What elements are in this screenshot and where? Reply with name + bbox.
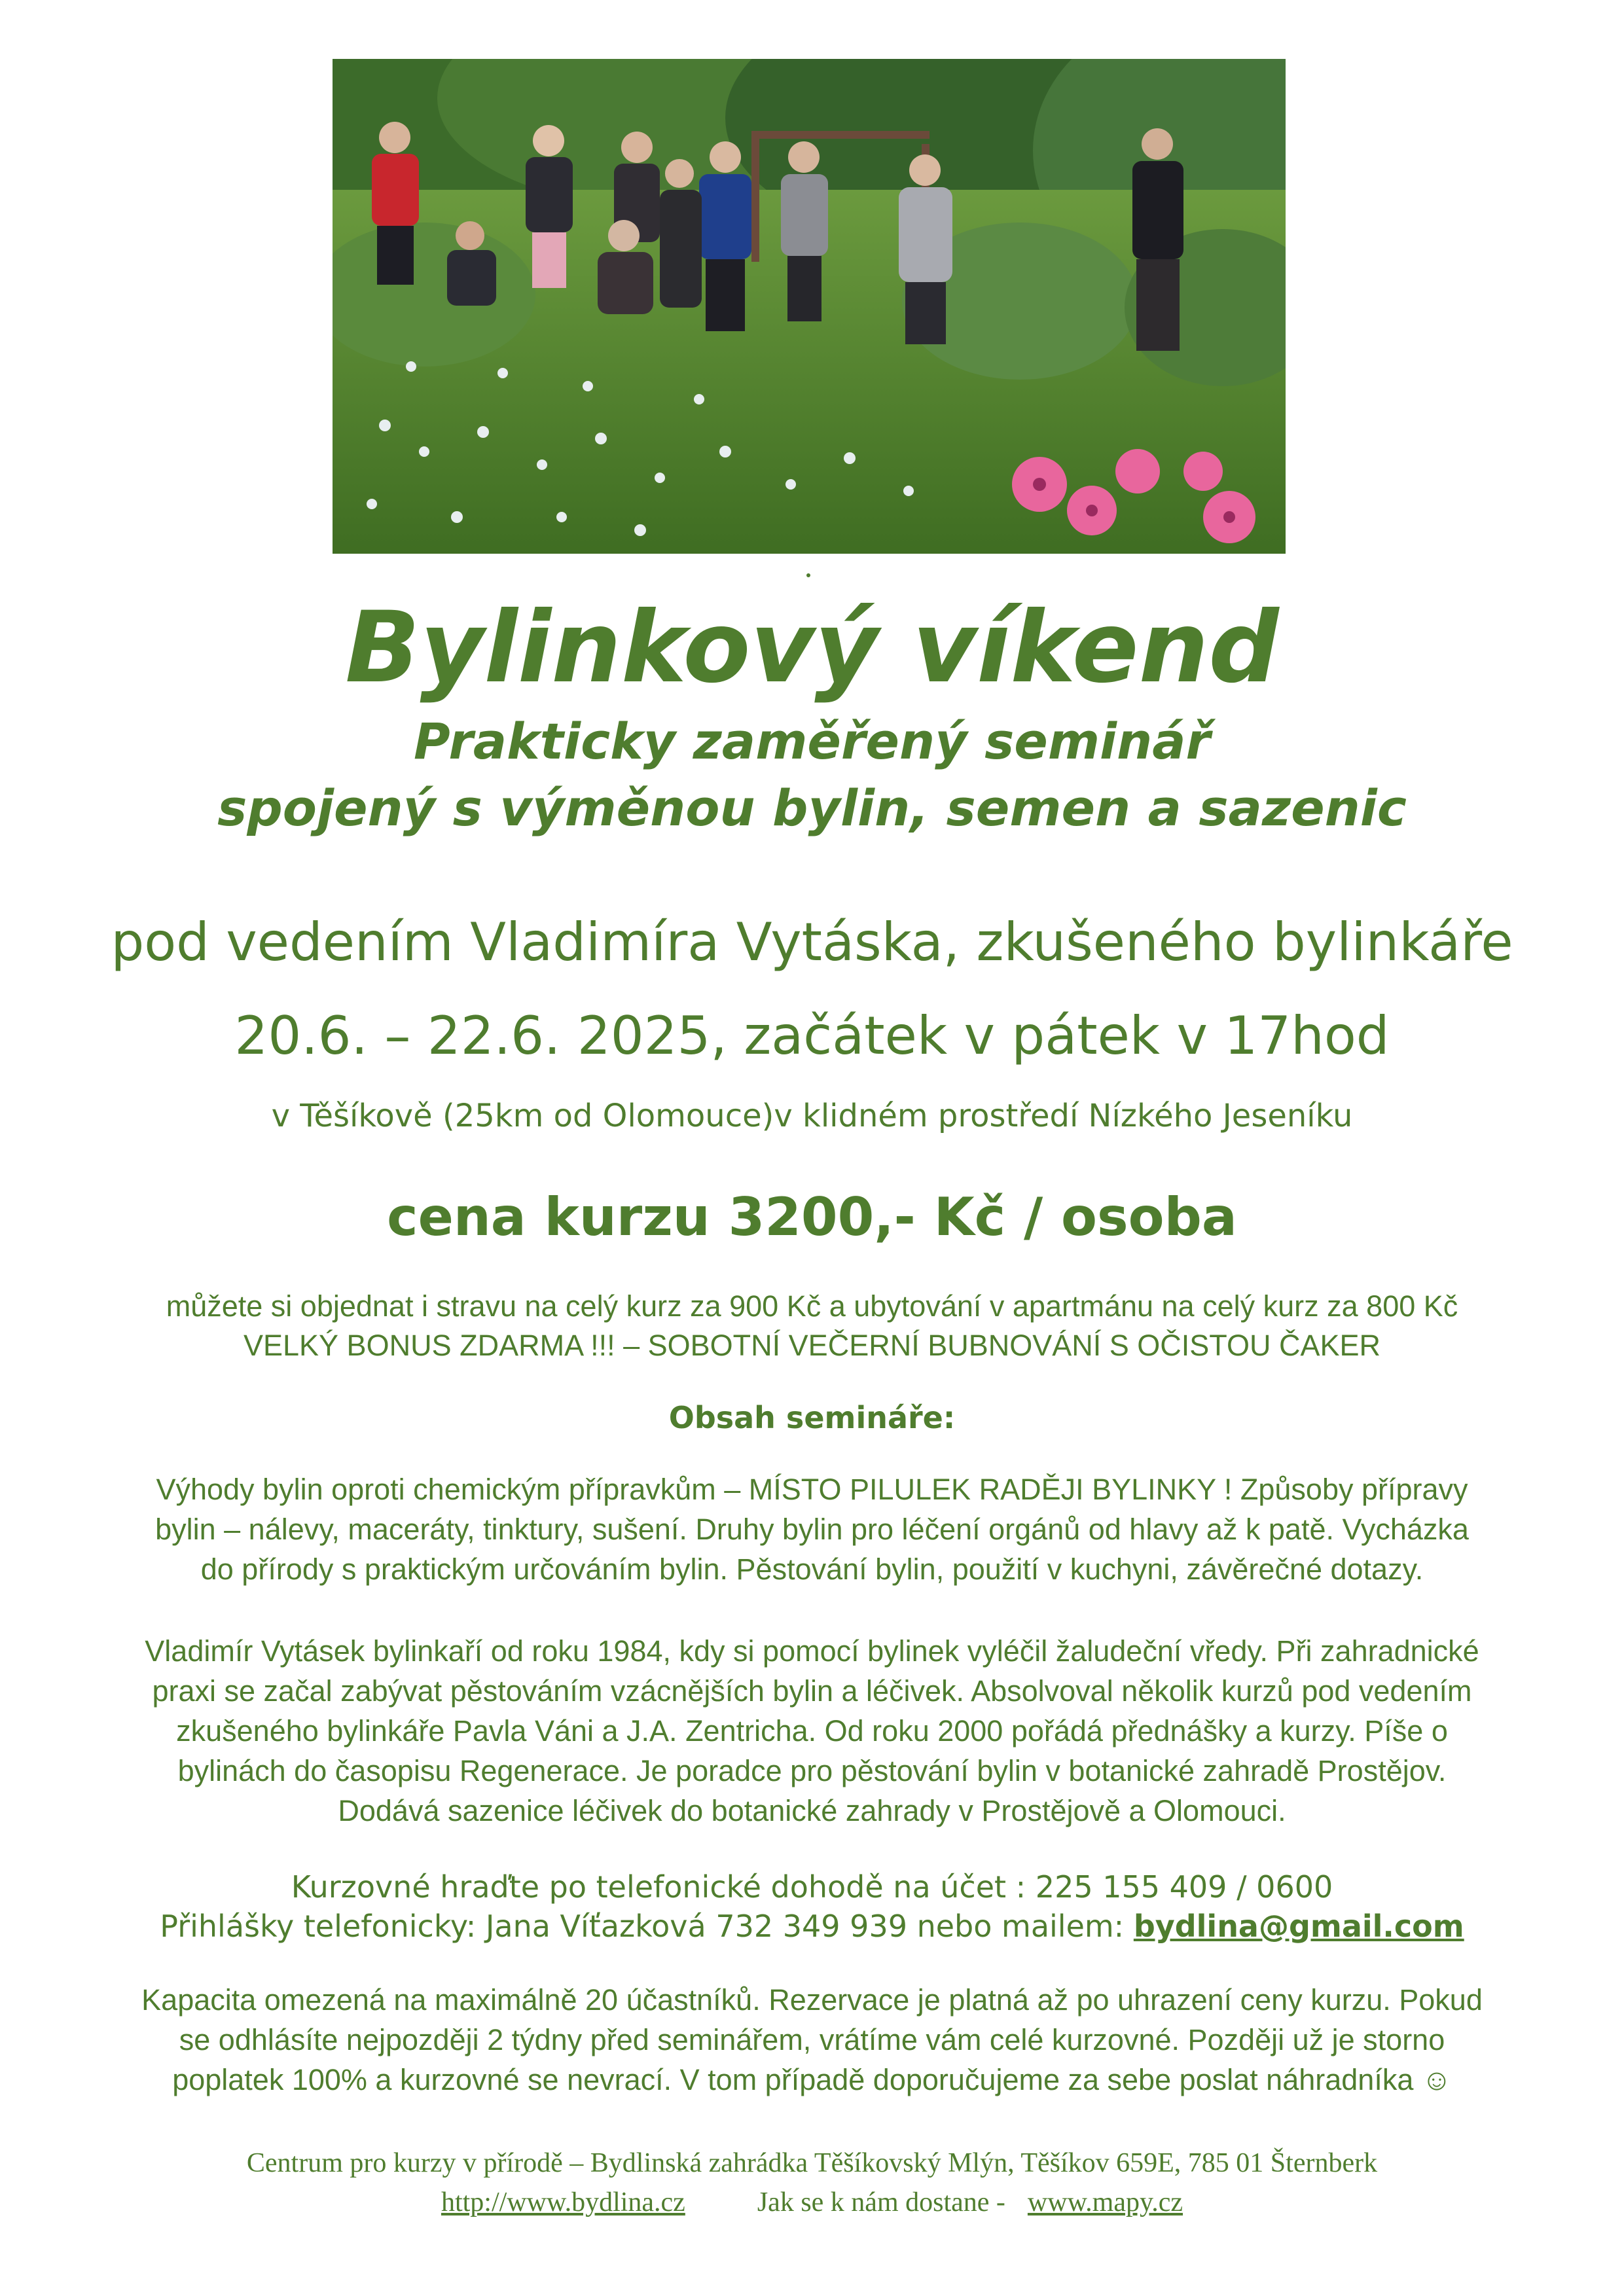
bio-line: zkušeného bylinkáře Pavla Váni a J.A. Zentricha. Od roku 2000 pořádá přednášky a kurzy. Píše o (176, 1714, 1448, 1748)
subtitle-line-2: spojený s výměnou bylin, semen a sazenic (217, 779, 1407, 837)
course-price: cena kurzu 3200,- Kč / osoba (387, 1187, 1237, 1247)
bio-line: Dodává sazenice léčivek do botanické zahrady v Prostějově a Olomouci. (338, 1794, 1286, 1827)
content-line: bylin – nálevy, maceráty, tinktury, sušení. Druhy bylin pro léčení orgánů od hlavy až k patě. Vycházka (155, 1513, 1469, 1546)
bio-line: bylinách do časopisu Regenerace. Je poradce pro pěstování bylin v botanické zahradě Prostějov. (177, 1754, 1447, 1787)
subtitle-line-1: Prakticky zaměřený seminář (414, 712, 1210, 770)
footer-links (0, 2183, 1624, 2222)
lecturer-line: pod vedením Vladimíra Vytáska, zkušeného bylinkáře (111, 912, 1513, 973)
payment-line: Kurzovné hraďte po telefonické dohodě na účet : 225 155 409 / 0600 (291, 1869, 1333, 1905)
options-line-1: můžete si objednat i stravu na celý kurz za 900 Kč a ubytování v apartmánu na celý kurz za 800 Kč (166, 1289, 1458, 1323)
content-paragraph (0, 1469, 1624, 1589)
garden-group-photo (333, 59, 1286, 554)
capacity-line: se odhlásíte nejpozději 2 týdny před seminářem, vrátíme vám celé kurzovné. Později už je storno (179, 2023, 1445, 2056)
content-line: Výhody bylin oproti chemickým přípravkům – MÍSTO PILULEK RADĚJI BYLINKY ! Způsoby přípravy (156, 1473, 1468, 1506)
content-heading: Obsah semináře: (668, 1400, 956, 1435)
website-link[interactable]: http://www.bydlina.cz (441, 2187, 685, 2217)
capacity-paragraph (0, 1980, 1624, 2100)
bio-line: Vladimír Vytásek bylinkaří od roku 1984, kdy si pomocí bylinek vyléčil žaludeční vředy. Při zahradnické (145, 1634, 1479, 1668)
bio-line: praxi se začal zabývat pěstováním vzácnějších bylin a léčivek. Absolvoval několik kurzů pod vedením (152, 1674, 1472, 1708)
directions-label: Jak se k nám dostane - (757, 2187, 1005, 2217)
capacity-line: poplatek 100% a kurzovné se nevrací. V tom případě doporučujeme za sebe poslat náhradníka ☺ (172, 2063, 1452, 2096)
separator-dot (806, 573, 810, 577)
maps-link[interactable]: www.mapy.cz (1027, 2187, 1183, 2217)
footer-address: Centrum pro kurzy v přírodě – Bydlinská zahrádka Těšíkovský Mlýn, Těšíkov 659E, 785 01 Šternberk (246, 2148, 1378, 2178)
bio-paragraph (0, 1631, 1624, 1831)
signup-prefix: Přihlášky telefonicky: Jana Víťazková 732 349 939 nebo mailem: (160, 1909, 1134, 1944)
signup-line (0, 1906, 1624, 1946)
capacity-line: Kapacita omezená na maximálně 20 účastníků. Rezervace je platná až po uhrazení ceny kurzu. Pokud (141, 1983, 1483, 2017)
email-link[interactable]: bydlina@gmail.com (1133, 1909, 1464, 1944)
page-title: Bylinkový víkend (345, 591, 1279, 705)
location-line: v Těšíkově (25km od Olomouce)v klidném prostředí Nízkého Jeseníku (271, 1098, 1353, 1134)
date-line: 20.6. – 22.6. 2025, začátek v pátek v 17hod (234, 1005, 1390, 1066)
options-line-2: VELKÝ BONUS ZDARMA !!! – SOBOTNÍ VEČERNÍ BUBNOVÁNÍ S OČISTOU ČAKER (243, 1329, 1381, 1362)
content-line: do přírody s praktickým určováním bylin. Pěstování bylin, použití v kuchyni, závěrečné dotazy. (200, 1552, 1424, 1586)
